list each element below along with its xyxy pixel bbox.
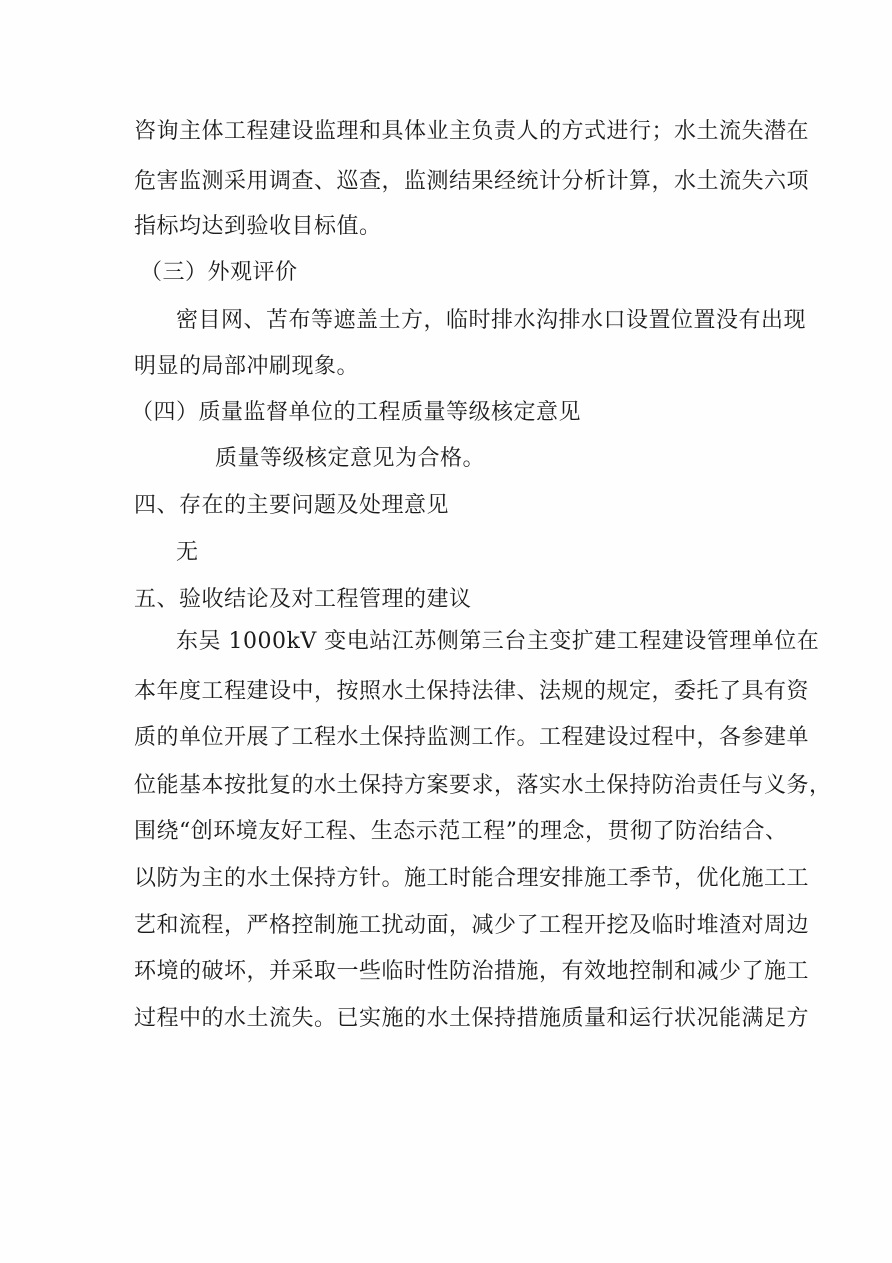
section-heading: 五、验收结论及对工程管理的建议 xyxy=(134,587,472,612)
paragraph-line: 以防为主的水土保持方针。施工时能合理安排施工季节，优化施工工 xyxy=(134,866,810,891)
section-heading: （三）外观评价 xyxy=(140,260,298,285)
paragraph-line: 咨询主体工程建设监理和具体业主负责人的方式进行；水土流失潜在 xyxy=(134,119,810,144)
paragraph-line: 艺和流程，严格控制施工扰动面，减少了工程开挖及临时堆渣对周边 xyxy=(134,913,810,938)
paragraph-line: 过程中的水土流失。已实施的水土保持措施质量和运行状况能满足方 xyxy=(134,1006,810,1031)
section-heading: 四、存在的主要问题及处理意见 xyxy=(134,493,450,518)
paragraph-line: 东吴 1000kV 变电站江苏侧第三台主变扩建工程建设管理单位在 xyxy=(176,629,820,654)
paragraph-line: 质量等级核定意见为合格。 xyxy=(215,446,486,471)
paragraph-line: 环境的破坏，并采取一些临时性防治措施，有效地控制和减少了施工 xyxy=(134,959,810,984)
paragraph-line: 质的单位开展了工程水土保持监测工作。工程建设过程中，各参建单 xyxy=(134,725,810,750)
section-heading: （四）质量监督单位的工程质量等级核定意见 xyxy=(131,400,582,425)
paragraph-line: 无 xyxy=(176,540,199,565)
paragraph-line: 围绕“创环境友好工程、生态示范工程”的理念，贯彻了防治结合、 xyxy=(134,819,788,844)
paragraph-line: 密目网、苫布等遮盖土方，临时排水沟排水口设置位置没有出现 xyxy=(176,308,807,333)
paragraph-line: 本年度工程建设中，按照水土保持法律、法规的规定，委托了具有资 xyxy=(134,679,810,704)
paragraph-line: 指标均达到验收目标值。 xyxy=(134,214,382,239)
paragraph-line: 明显的局部冲刷现象。 xyxy=(134,354,360,379)
paragraph-line: 危害监测采用调查、巡查，监测结果经统计分析计算，水土流失六项 xyxy=(134,169,810,194)
paragraph-line: 位能基本按批复的水土保持方案要求，落实水土保持防治责任与义务， xyxy=(134,773,832,798)
